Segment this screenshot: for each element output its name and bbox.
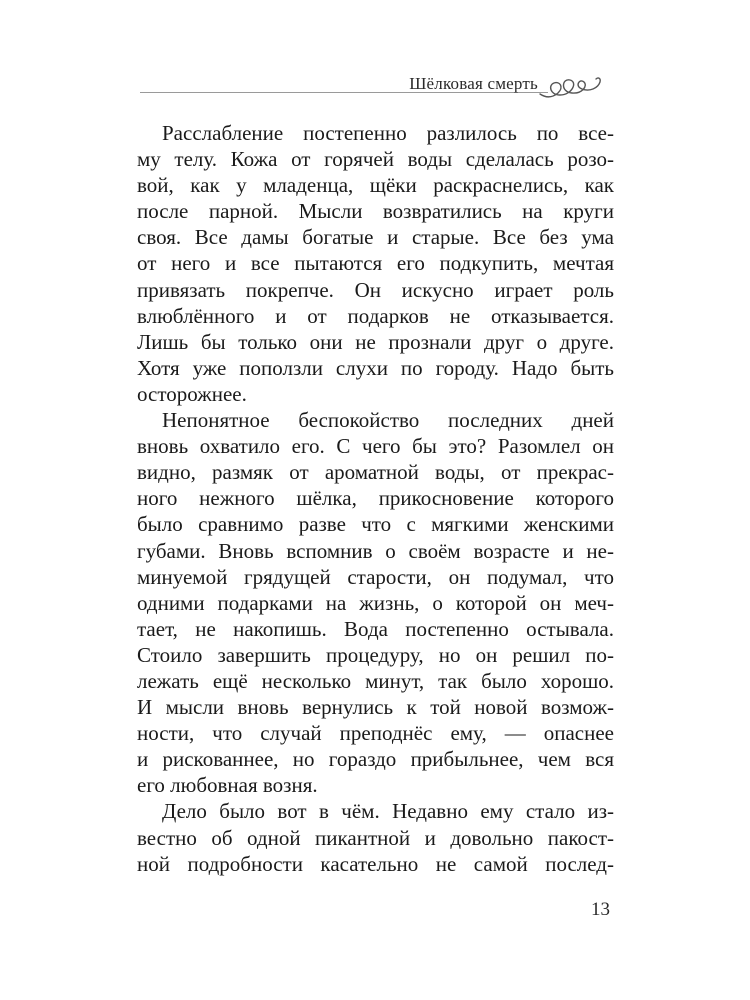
text-line: привязать покрепче. Он искусно играет роль xyxy=(137,277,614,302)
page-number: 13 xyxy=(591,899,610,920)
paragraph xyxy=(137,120,614,407)
text-line: видно, размяк от ароматной воды, от прекрас- xyxy=(137,460,614,485)
text-line: вестно об одной пикантной и довольно пакост- xyxy=(137,825,614,850)
text-line: Дело было вот в чём. Недавно ему стало из- xyxy=(162,799,614,824)
text-line: после парной. Мысли возвратились на круги xyxy=(137,199,614,224)
text-line: Хотя уже поползли слухи по городу. Надо быть xyxy=(137,355,614,380)
text-line: ной подробности касательно не самой послед- xyxy=(137,851,614,876)
text-line: Непонятное беспокойство последних дней xyxy=(162,408,614,433)
paragraph xyxy=(137,798,614,876)
text-line: ного нежного шёлка, прикосновение которого xyxy=(137,486,614,511)
text-line: влюблённого и от подарков не отказывается. xyxy=(137,303,614,328)
text-line: И мысли вновь вернулись к той новой возмож- xyxy=(137,695,614,720)
text-line: вой, как у младенца, щёки раскраснелись, как xyxy=(137,173,614,198)
text-line: осторожнее. xyxy=(137,381,247,406)
text-line: Стоило завершить процедуру, но он решил по- xyxy=(137,642,614,667)
text-line: Лишь бы только они не прознали друг о друге. xyxy=(137,329,614,354)
flourish-ornament-icon xyxy=(538,72,610,102)
running-head-title: Шёлковая смерть xyxy=(409,74,538,93)
text-line: от него и все пытаются его подкупить, мечтая xyxy=(137,251,614,276)
text-line: тает, не накопишь. Вода постепенно остывала. xyxy=(137,616,614,641)
body-text xyxy=(137,120,614,877)
text-line: было сравнимо разве что с мягкими женскими xyxy=(137,512,614,537)
text-line: вновь охватило его. С чего бы это? Разомлел он xyxy=(137,434,614,459)
text-line: минуемой грядущей старости, он подумал, что xyxy=(137,564,614,589)
text-line: своя. Все дамы богатые и старые. Все без ума xyxy=(137,225,614,250)
running-head xyxy=(140,72,610,102)
text-line: и рискованнее, но гораздо прибыльнее, чем вся xyxy=(137,747,614,772)
text-line: ности, что случай преподнёс ему, — опаснее xyxy=(137,721,614,746)
text-line: лежать ещё несколько минут, так было хорошо. xyxy=(137,668,614,693)
text-line: губами. Вновь вспомнив о своём возрасте и не- xyxy=(137,538,614,563)
text-line: Расслабление постепенно разлилось по все- xyxy=(162,121,614,145)
text-line: му телу. Кожа от горячей воды сделалась розо- xyxy=(137,147,614,172)
paragraph xyxy=(137,407,614,798)
text-line: одними подарками на жизнь, о которой он меч- xyxy=(137,590,614,615)
text-line: его любовная возня. xyxy=(137,773,318,798)
